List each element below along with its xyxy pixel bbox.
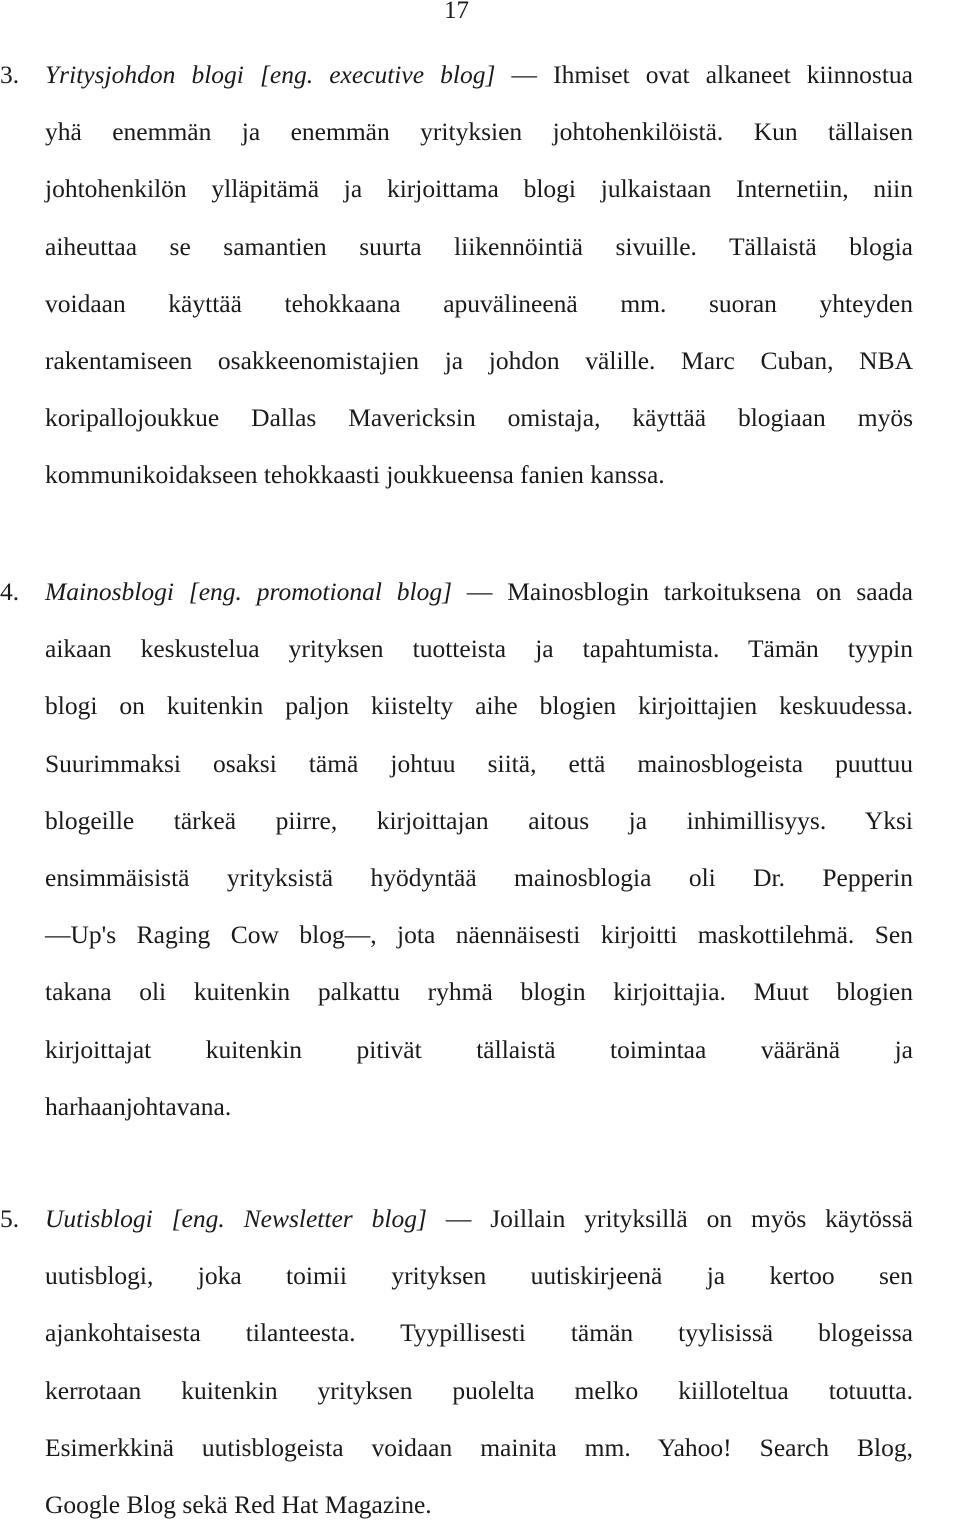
text-line: koripallojoukkue Dallas Mavericksin omistaja, käyttää blogiaan myös [45,403,913,433]
text-segment: Joillain yrityksillä on myös käytössä [490,1204,913,1233]
item-term: Uutisblogi [eng. Newsletter blog] [45,1204,427,1233]
text-line: takana oli kuitenkin palkattu ryhmä blogin kirjoittajia. Muut blogien [45,977,913,1007]
page-number: 17 [444,0,469,24]
item-term: Mainosblogi [eng. promotional blog] [45,577,453,606]
text-line: ensimmäisistä yrityksistä hyödyntää mainosblogia oli Dr. Pepperin [45,862,913,892]
list-item-executive-blog [0,46,913,504]
item-term: Yritysjohdon blogi [eng. executive blog] [45,60,496,89]
text-line: Esimerkkinä uutisblogeista voidaan mainita mm. Yahoo! Search Blog, [45,1432,913,1462]
text-line: uutisblogi, joka toimii yrityksen uutiskirjeenä ja kertoo sen [45,1261,913,1291]
text-line: Google Blog sekä Red Hat Magazine. [45,1489,432,1519]
em-dash: — [445,1204,472,1233]
text-line: blogi on kuitenkin paljon kiistelty aihe blogien kirjoittajien keskuudessa. [45,691,913,721]
text-line: kerrotaan kuitenkin yrityksen puolelta melko kiilloteltua totuutta. [45,1375,913,1405]
text-line: kommunikoidakseen tehokkaasti joukkueensa fanien kanssa. [45,460,665,490]
item-number: 4. [0,577,20,606]
em-dash: — [466,577,493,606]
list-item-newsletter-blog [0,1190,913,1533]
text-segment: Ihmiset ovat alkaneet kiinnostua [553,60,914,89]
item-number: 5. [0,1204,20,1233]
text-line [0,46,913,103]
text-line: —Up's Raging Cow blog—, jota näennäisesti kirjoitti maskottilehmä. Sen [45,920,913,950]
list-item-promotional-blog [0,563,913,1135]
text-line: kirjoittajat kuitenkin pitivät tällaistä toimintaa vääränä ja [45,1034,913,1064]
text-line: johtohenkilön ylläpitämä ja kirjoittama blogi julkaistaan Internetiin, niin [45,174,913,204]
item-number: 3. [0,60,20,89]
text-line: aiheuttaa se samantien suurta liikennöintiä sivuille. Tällaistä blogia [45,231,913,261]
text-line: yhä enemmän ja enemmän yrityksien johtohenkilöistä. Kun tällaisen [45,117,913,147]
text-line: voidaan käyttää tehokkaana apuvälineenä mm. suoran yhteyden [45,288,913,318]
text-line [0,563,913,620]
text-line: rakentamiseen osakkeenomistajien ja johdon välille. Marc Cuban, NBA [45,345,913,375]
text-line: harhaanjohtavana. [45,1091,232,1121]
text-line: aikaan keskustelua yrityksen tuotteista ja tapahtumista. Tämän tyypin [45,634,913,664]
text-line: Suurimmaksi osaksi tämä johtuu siitä, että mainosblogeista puuttuu [45,748,913,778]
text-line: blogeille tärkeä piirre, kirjoittajan aitous ja inhimillisyys. Yksi [45,805,913,835]
text-line: ajankohtaisesta tilanteesta. Tyypillisesti tämän tyylisissä blogeissa [45,1318,913,1348]
text-line [0,1190,913,1247]
em-dash: — [511,60,537,89]
text-segment: Mainosblogin tarkoituksena on saada [507,577,913,606]
